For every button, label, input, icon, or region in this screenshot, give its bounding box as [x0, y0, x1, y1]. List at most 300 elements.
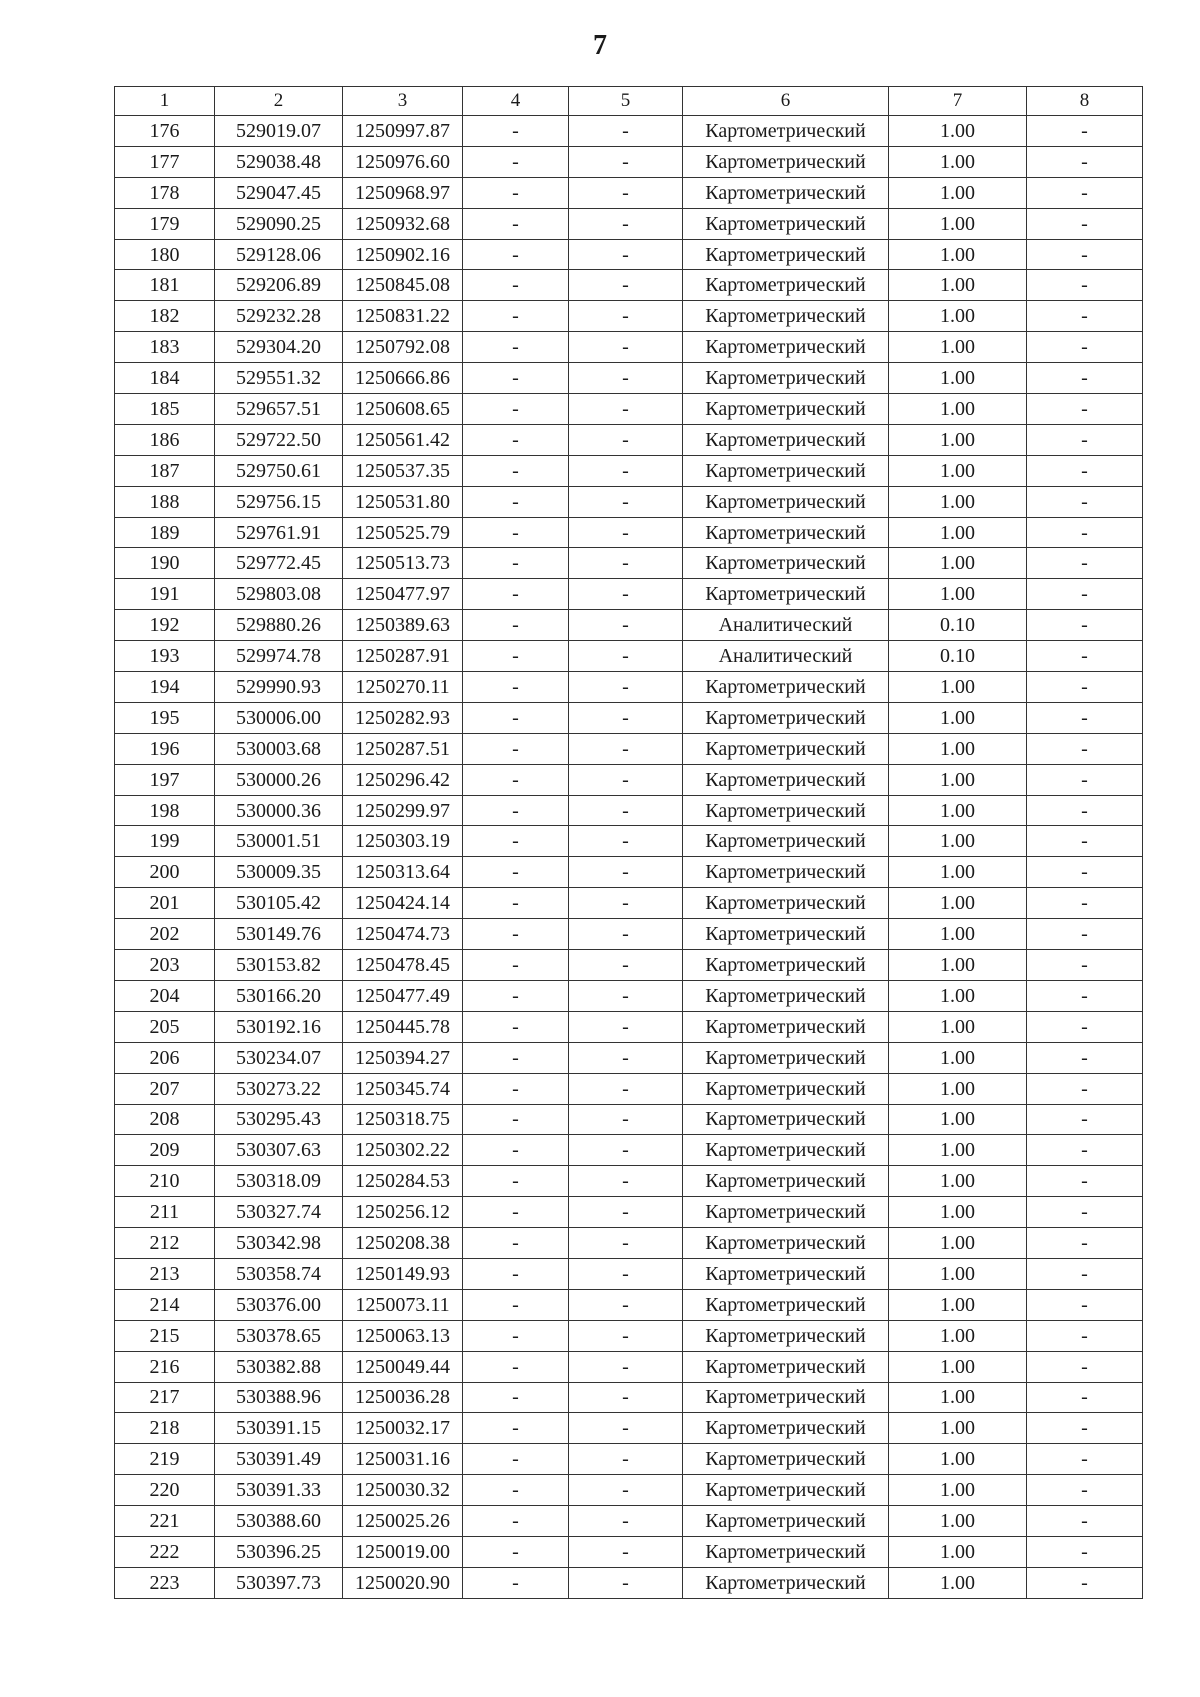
- column-4-cell: -: [463, 1135, 569, 1166]
- x-coordinate-cell: 530009.35: [215, 857, 343, 888]
- point-number-cell: 193: [115, 641, 215, 672]
- table-row: [115, 919, 1143, 950]
- column-4-cell: -: [463, 1382, 569, 1413]
- point-number-cell: 197: [115, 764, 215, 795]
- column-8-cell: -: [1027, 1444, 1143, 1475]
- method-cell: Аналитический: [683, 641, 889, 672]
- point-number-cell: 202: [115, 919, 215, 950]
- column-4-cell: -: [463, 1104, 569, 1135]
- y-coordinate-cell: 1250313.64: [343, 857, 463, 888]
- column-8-cell: -: [1027, 1166, 1143, 1197]
- column-5-cell: -: [569, 208, 683, 239]
- y-coordinate-cell: 1250531.80: [343, 486, 463, 517]
- y-coordinate-cell: 1250831.22: [343, 301, 463, 332]
- table-row: [115, 980, 1143, 1011]
- x-coordinate-cell: 530358.74: [215, 1258, 343, 1289]
- x-coordinate-cell: 530327.74: [215, 1197, 343, 1228]
- column-4-cell: -: [463, 1011, 569, 1042]
- point-number-cell: 220: [115, 1475, 215, 1506]
- accuracy-cell: 1.00: [889, 1536, 1027, 1567]
- point-number-cell: 200: [115, 857, 215, 888]
- point-number-cell: 212: [115, 1228, 215, 1259]
- column-8-cell: -: [1027, 1073, 1143, 1104]
- table-header-row: [115, 87, 1143, 116]
- y-coordinate-cell: 1250477.97: [343, 579, 463, 610]
- column-8-cell: -: [1027, 424, 1143, 455]
- x-coordinate-cell: 530003.68: [215, 733, 343, 764]
- column-5-cell: -: [569, 1320, 683, 1351]
- column-4-cell: -: [463, 1567, 569, 1598]
- table-row: [115, 517, 1143, 548]
- x-coordinate-cell: 530000.26: [215, 764, 343, 795]
- table-row: [115, 332, 1143, 363]
- point-number-cell: 204: [115, 980, 215, 1011]
- accuracy-cell: 1.00: [889, 1228, 1027, 1259]
- column-4-cell: -: [463, 579, 569, 610]
- x-coordinate-cell: 530391.15: [215, 1413, 343, 1444]
- column-8-cell: -: [1027, 764, 1143, 795]
- x-coordinate-cell: 530376.00: [215, 1289, 343, 1320]
- point-number-cell: 208: [115, 1104, 215, 1135]
- x-coordinate-cell: 530234.07: [215, 1042, 343, 1073]
- column-5-cell: -: [569, 301, 683, 332]
- point-number-cell: 198: [115, 795, 215, 826]
- column-4-cell: -: [463, 1197, 569, 1228]
- method-cell: Картометрический: [683, 1258, 889, 1289]
- table-row: [115, 1135, 1143, 1166]
- accuracy-cell: 1.00: [889, 1413, 1027, 1444]
- column-8-cell: -: [1027, 1042, 1143, 1073]
- y-coordinate-cell: 1250296.42: [343, 764, 463, 795]
- x-coordinate-cell: 530378.65: [215, 1320, 343, 1351]
- column-4-cell: -: [463, 394, 569, 425]
- table-row: [115, 1475, 1143, 1506]
- y-coordinate-cell: 1250073.11: [343, 1289, 463, 1320]
- point-number-cell: 206: [115, 1042, 215, 1073]
- column-5-cell: -: [569, 733, 683, 764]
- x-coordinate-cell: 529090.25: [215, 208, 343, 239]
- x-coordinate-cell: 530396.25: [215, 1536, 343, 1567]
- accuracy-cell: 1.00: [889, 146, 1027, 177]
- y-coordinate-cell: 1250032.17: [343, 1413, 463, 1444]
- y-coordinate-cell: 1250474.73: [343, 919, 463, 950]
- column-8-cell: -: [1027, 177, 1143, 208]
- column-5-cell: -: [569, 394, 683, 425]
- table-row: [115, 1536, 1143, 1567]
- y-coordinate-cell: 1250063.13: [343, 1320, 463, 1351]
- method-cell: Картометрический: [683, 826, 889, 857]
- method-cell: Картометрический: [683, 1104, 889, 1135]
- x-coordinate-cell: 530006.00: [215, 702, 343, 733]
- table-row: [115, 1258, 1143, 1289]
- accuracy-cell: 1.00: [889, 424, 1027, 455]
- column-4-cell: -: [463, 146, 569, 177]
- method-cell: Картометрический: [683, 1567, 889, 1598]
- column-5-cell: -: [569, 980, 683, 1011]
- column-8-cell: -: [1027, 1351, 1143, 1382]
- accuracy-cell: 1.00: [889, 826, 1027, 857]
- accuracy-cell: 1.00: [889, 363, 1027, 394]
- point-number-cell: 207: [115, 1073, 215, 1104]
- column-5-cell: -: [569, 1104, 683, 1135]
- accuracy-cell: 1.00: [889, 301, 1027, 332]
- method-cell: Картометрический: [683, 486, 889, 517]
- column-5-cell: -: [569, 548, 683, 579]
- y-coordinate-cell: 1250845.08: [343, 270, 463, 301]
- x-coordinate-cell: 530105.42: [215, 888, 343, 919]
- column-8-cell: -: [1027, 1135, 1143, 1166]
- x-coordinate-cell: 529019.07: [215, 116, 343, 147]
- column-4-cell: -: [463, 826, 569, 857]
- point-number-cell: 215: [115, 1320, 215, 1351]
- point-number-cell: 178: [115, 177, 215, 208]
- column-8-cell: -: [1027, 1011, 1143, 1042]
- x-coordinate-cell: 529038.48: [215, 146, 343, 177]
- table-row: [115, 1506, 1143, 1537]
- column-5-cell: -: [569, 116, 683, 147]
- column-5-cell: -: [569, 455, 683, 486]
- x-coordinate-cell: 530166.20: [215, 980, 343, 1011]
- point-number-cell: 199: [115, 826, 215, 857]
- y-coordinate-cell: 1250049.44: [343, 1351, 463, 1382]
- x-coordinate-cell: 530295.43: [215, 1104, 343, 1135]
- column-8-cell: -: [1027, 208, 1143, 239]
- table-row: [115, 455, 1143, 486]
- column-5-cell: -: [569, 1506, 683, 1537]
- table-row: [115, 548, 1143, 579]
- column-8-cell: -: [1027, 1197, 1143, 1228]
- y-coordinate-cell: 1250020.90: [343, 1567, 463, 1598]
- column-4-cell: -: [463, 239, 569, 270]
- y-coordinate-cell: 1250389.63: [343, 610, 463, 641]
- column-4-cell: -: [463, 116, 569, 147]
- column-8-cell: -: [1027, 795, 1143, 826]
- column-8-cell: -: [1027, 1104, 1143, 1135]
- method-cell: Картометрический: [683, 332, 889, 363]
- table-row: [115, 363, 1143, 394]
- column-8-cell: -: [1027, 455, 1143, 486]
- point-number-cell: 192: [115, 610, 215, 641]
- column-4-cell: -: [463, 486, 569, 517]
- column-4-cell: -: [463, 455, 569, 486]
- table-row: [115, 888, 1143, 919]
- column-8-cell: -: [1027, 1228, 1143, 1259]
- y-coordinate-cell: 1250608.65: [343, 394, 463, 425]
- x-coordinate-cell: 530342.98: [215, 1228, 343, 1259]
- point-number-cell: 211: [115, 1197, 215, 1228]
- column-4-cell: -: [463, 888, 569, 919]
- accuracy-cell: 1.00: [889, 1042, 1027, 1073]
- y-coordinate-cell: 1250299.97: [343, 795, 463, 826]
- column-8-cell: -: [1027, 239, 1143, 270]
- y-coordinate-cell: 1250792.08: [343, 332, 463, 363]
- column-4-cell: -: [463, 424, 569, 455]
- accuracy-cell: 1.00: [889, 1011, 1027, 1042]
- method-cell: Картометрический: [683, 548, 889, 579]
- x-coordinate-cell: 529761.91: [215, 517, 343, 548]
- point-number-cell: 186: [115, 424, 215, 455]
- table-row: [115, 702, 1143, 733]
- method-cell: Картометрический: [683, 455, 889, 486]
- column-5-cell: -: [569, 517, 683, 548]
- column-4-cell: -: [463, 672, 569, 703]
- method-cell: Картометрический: [683, 1228, 889, 1259]
- accuracy-cell: 1.00: [889, 1197, 1027, 1228]
- method-cell: Картометрический: [683, 208, 889, 239]
- accuracy-cell: 1.00: [889, 919, 1027, 950]
- column-4-cell: -: [463, 950, 569, 981]
- column-8-cell: -: [1027, 980, 1143, 1011]
- method-cell: Картометрический: [683, 1382, 889, 1413]
- column-8-cell: -: [1027, 363, 1143, 394]
- column-4-cell: -: [463, 857, 569, 888]
- method-cell: Картометрический: [683, 1197, 889, 1228]
- accuracy-cell: 1.00: [889, 672, 1027, 703]
- column-8-cell: -: [1027, 1506, 1143, 1537]
- column-4-cell: -: [463, 1073, 569, 1104]
- column-8-cell: -: [1027, 116, 1143, 147]
- accuracy-cell: 1.00: [889, 733, 1027, 764]
- column-header: 3: [343, 87, 463, 116]
- column-5-cell: -: [569, 1567, 683, 1598]
- point-number-cell: 216: [115, 1351, 215, 1382]
- method-cell: Картометрический: [683, 919, 889, 950]
- accuracy-cell: 1.00: [889, 239, 1027, 270]
- accuracy-cell: 1.00: [889, 1104, 1027, 1135]
- column-4-cell: -: [463, 610, 569, 641]
- column-5-cell: -: [569, 486, 683, 517]
- table-row: [115, 270, 1143, 301]
- point-number-cell: 218: [115, 1413, 215, 1444]
- method-cell: Картометрический: [683, 424, 889, 455]
- column-8-cell: -: [1027, 270, 1143, 301]
- x-coordinate-cell: 530388.60: [215, 1506, 343, 1537]
- column-5-cell: -: [569, 1197, 683, 1228]
- table-row: [115, 857, 1143, 888]
- table-row: [115, 208, 1143, 239]
- table-row: [115, 950, 1143, 981]
- method-cell: Картометрический: [683, 517, 889, 548]
- column-5-cell: -: [569, 363, 683, 394]
- accuracy-cell: 0.10: [889, 641, 1027, 672]
- point-number-cell: 177: [115, 146, 215, 177]
- accuracy-cell: 1.00: [889, 177, 1027, 208]
- column-4-cell: -: [463, 641, 569, 672]
- x-coordinate-cell: 529974.78: [215, 641, 343, 672]
- column-5-cell: -: [569, 1444, 683, 1475]
- column-8-cell: -: [1027, 950, 1143, 981]
- table-row: [115, 394, 1143, 425]
- accuracy-cell: 1.00: [889, 1073, 1027, 1104]
- column-4-cell: -: [463, 1289, 569, 1320]
- point-number-cell: 188: [115, 486, 215, 517]
- y-coordinate-cell: 1250208.38: [343, 1228, 463, 1259]
- accuracy-cell: 1.00: [889, 455, 1027, 486]
- column-5-cell: -: [569, 1228, 683, 1259]
- accuracy-cell: 1.00: [889, 1320, 1027, 1351]
- y-coordinate-cell: 1250525.79: [343, 517, 463, 548]
- table-row: [115, 1228, 1143, 1259]
- method-cell: Картометрический: [683, 1506, 889, 1537]
- accuracy-cell: 1.00: [889, 116, 1027, 147]
- column-5-cell: -: [569, 857, 683, 888]
- column-8-cell: -: [1027, 301, 1143, 332]
- y-coordinate-cell: 1250666.86: [343, 363, 463, 394]
- table-row: [115, 1166, 1143, 1197]
- accuracy-cell: 1.00: [889, 1135, 1027, 1166]
- table-row: [115, 733, 1143, 764]
- accuracy-cell: 1.00: [889, 1475, 1027, 1506]
- y-coordinate-cell: 1250997.87: [343, 116, 463, 147]
- column-4-cell: -: [463, 332, 569, 363]
- x-coordinate-cell: 530318.09: [215, 1166, 343, 1197]
- column-5-cell: -: [569, 1289, 683, 1320]
- point-number-cell: 179: [115, 208, 215, 239]
- y-coordinate-cell: 1250031.16: [343, 1444, 463, 1475]
- column-4-cell: -: [463, 1258, 569, 1289]
- x-coordinate-cell: 529551.32: [215, 363, 343, 394]
- column-8-cell: -: [1027, 1567, 1143, 1598]
- column-8-cell: -: [1027, 1536, 1143, 1567]
- y-coordinate-cell: 1250318.75: [343, 1104, 463, 1135]
- column-8-cell: -: [1027, 888, 1143, 919]
- accuracy-cell: 1.00: [889, 1258, 1027, 1289]
- table-row: [115, 146, 1143, 177]
- y-coordinate-cell: 1250345.74: [343, 1073, 463, 1104]
- accuracy-cell: 1.00: [889, 548, 1027, 579]
- point-number-cell: 217: [115, 1382, 215, 1413]
- x-coordinate-cell: 530273.22: [215, 1073, 343, 1104]
- table-row: [115, 1382, 1143, 1413]
- table-row: [115, 177, 1143, 208]
- y-coordinate-cell: 1250303.19: [343, 826, 463, 857]
- x-coordinate-cell: 530001.51: [215, 826, 343, 857]
- x-coordinate-cell: 530192.16: [215, 1011, 343, 1042]
- method-cell: Картометрический: [683, 980, 889, 1011]
- accuracy-cell: 1.00: [889, 1289, 1027, 1320]
- column-5-cell: -: [569, 579, 683, 610]
- y-coordinate-cell: 1250019.00: [343, 1536, 463, 1567]
- column-5-cell: -: [569, 1351, 683, 1382]
- column-8-cell: -: [1027, 1382, 1143, 1413]
- column-8-cell: -: [1027, 919, 1143, 950]
- column-4-cell: -: [463, 270, 569, 301]
- coordinates-table: [114, 86, 1143, 1599]
- point-number-cell: 201: [115, 888, 215, 919]
- method-cell: Картометрический: [683, 950, 889, 981]
- point-number-cell: 194: [115, 672, 215, 703]
- y-coordinate-cell: 1250445.78: [343, 1011, 463, 1042]
- accuracy-cell: 1.00: [889, 208, 1027, 239]
- column-4-cell: -: [463, 208, 569, 239]
- column-5-cell: -: [569, 1475, 683, 1506]
- column-5-cell: -: [569, 1258, 683, 1289]
- x-coordinate-cell: 529803.08: [215, 579, 343, 610]
- accuracy-cell: 1.00: [889, 1166, 1027, 1197]
- column-4-cell: -: [463, 517, 569, 548]
- column-5-cell: -: [569, 795, 683, 826]
- point-number-cell: 222: [115, 1536, 215, 1567]
- y-coordinate-cell: 1250478.45: [343, 950, 463, 981]
- point-number-cell: 195: [115, 702, 215, 733]
- x-coordinate-cell: 529206.89: [215, 270, 343, 301]
- column-5-cell: -: [569, 239, 683, 270]
- table-row: [115, 641, 1143, 672]
- point-number-cell: 189: [115, 517, 215, 548]
- column-8-cell: -: [1027, 1413, 1143, 1444]
- column-8-cell: -: [1027, 826, 1143, 857]
- column-4-cell: -: [463, 1166, 569, 1197]
- column-5-cell: -: [569, 424, 683, 455]
- method-cell: Картометрический: [683, 764, 889, 795]
- point-number-cell: 183: [115, 332, 215, 363]
- method-cell: Картометрический: [683, 177, 889, 208]
- table-row: [115, 1197, 1143, 1228]
- accuracy-cell: 1.00: [889, 332, 1027, 363]
- accuracy-cell: 1.00: [889, 950, 1027, 981]
- y-coordinate-cell: 1250282.93: [343, 702, 463, 733]
- y-coordinate-cell: 1250537.35: [343, 455, 463, 486]
- x-coordinate-cell: 529304.20: [215, 332, 343, 363]
- column-8-cell: -: [1027, 641, 1143, 672]
- method-cell: Картометрический: [683, 363, 889, 394]
- point-number-cell: 219: [115, 1444, 215, 1475]
- table-body: [115, 116, 1143, 1599]
- method-cell: Картометрический: [683, 1135, 889, 1166]
- accuracy-cell: 1.00: [889, 1506, 1027, 1537]
- column-8-cell: -: [1027, 1475, 1143, 1506]
- column-5-cell: -: [569, 1166, 683, 1197]
- column-5-cell: -: [569, 332, 683, 363]
- y-coordinate-cell: 1250902.16: [343, 239, 463, 270]
- table-row: [115, 1073, 1143, 1104]
- table-row: [115, 610, 1143, 641]
- column-5-cell: -: [569, 641, 683, 672]
- accuracy-cell: 0.10: [889, 610, 1027, 641]
- point-number-cell: 223: [115, 1567, 215, 1598]
- x-coordinate-cell: 530000.36: [215, 795, 343, 826]
- point-number-cell: 180: [115, 239, 215, 270]
- column-4-cell: -: [463, 1228, 569, 1259]
- y-coordinate-cell: 1250284.53: [343, 1166, 463, 1197]
- x-coordinate-cell: 529880.26: [215, 610, 343, 641]
- column-5-cell: -: [569, 1135, 683, 1166]
- table-row: [115, 1413, 1143, 1444]
- column-8-cell: -: [1027, 332, 1143, 363]
- column-5-cell: -: [569, 702, 683, 733]
- column-5-cell: -: [569, 888, 683, 919]
- column-8-cell: -: [1027, 610, 1143, 641]
- method-cell: Картометрический: [683, 146, 889, 177]
- point-number-cell: 214: [115, 1289, 215, 1320]
- accuracy-cell: 1.00: [889, 1444, 1027, 1475]
- column-5-cell: -: [569, 270, 683, 301]
- method-cell: Картометрический: [683, 1289, 889, 1320]
- column-5-cell: -: [569, 1073, 683, 1104]
- accuracy-cell: 1.00: [889, 980, 1027, 1011]
- column-8-cell: -: [1027, 733, 1143, 764]
- page-number: 7: [593, 30, 607, 61]
- method-cell: Картометрический: [683, 1413, 889, 1444]
- method-cell: Картометрический: [683, 270, 889, 301]
- x-coordinate-cell: 529722.50: [215, 424, 343, 455]
- x-coordinate-cell: 529047.45: [215, 177, 343, 208]
- table-row: [115, 486, 1143, 517]
- method-cell: Картометрический: [683, 116, 889, 147]
- accuracy-cell: 1.00: [889, 517, 1027, 548]
- method-cell: Картометрический: [683, 1073, 889, 1104]
- point-number-cell: 209: [115, 1135, 215, 1166]
